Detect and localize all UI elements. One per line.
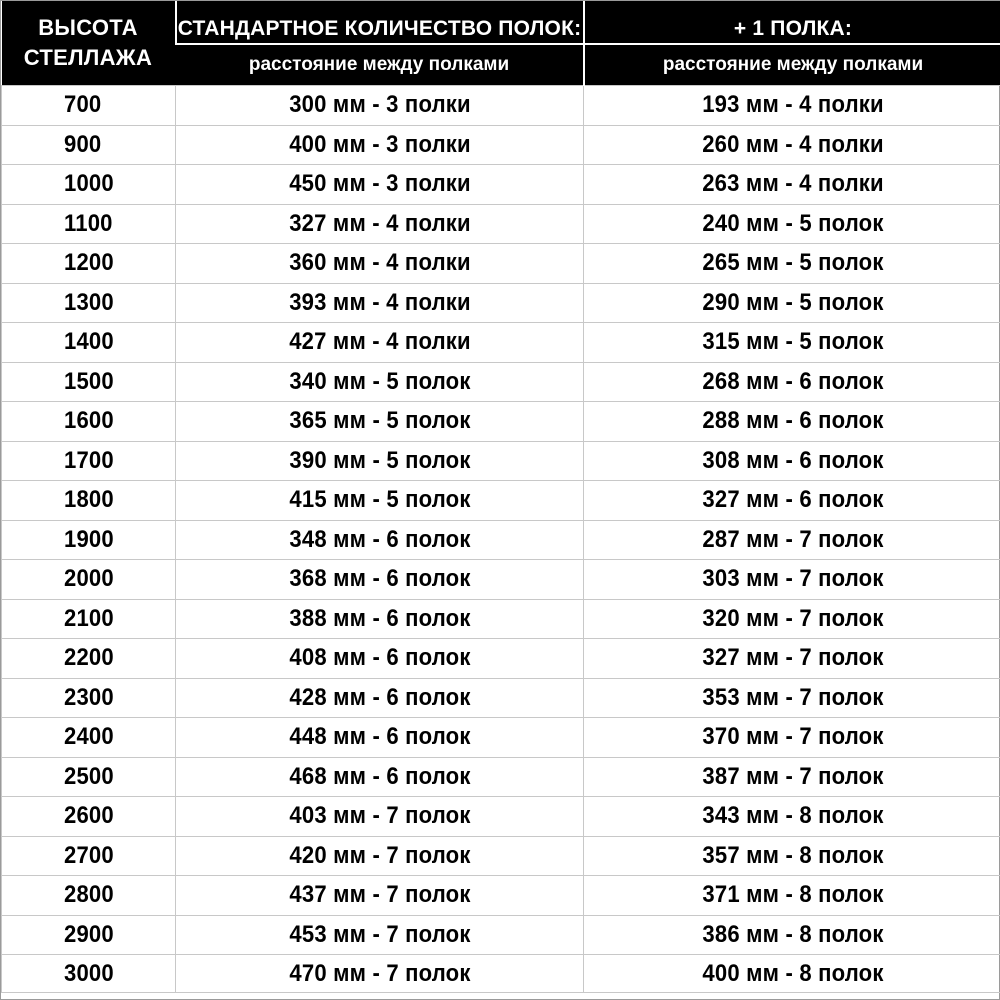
plus-one-spacing-cell: [600, 797, 985, 837]
standard-spacing-cell: [192, 362, 567, 402]
rack-height-cell-text: 2200: [64, 644, 114, 672]
rack-height-cell-text: 900: [64, 130, 102, 158]
rack-height-cell-text: 2900: [64, 920, 114, 948]
standard-spacing-cell-text: 420 мм - 7 полок: [288, 841, 471, 869]
rack-height-cell-text: 700: [64, 91, 102, 119]
rack-height-cell: [2, 323, 176, 363]
standard-spacing-cell-text: 470 мм - 7 полок: [288, 959, 471, 987]
standard-spacing-cell: [192, 757, 567, 797]
rack-height-cell: [2, 86, 176, 126]
rack-height-cell: [2, 757, 176, 797]
rack-height-cell: [2, 599, 176, 639]
plus-one-spacing-cell: [600, 915, 985, 955]
plus-one-spacing-cell-text: 308 мм - 6 полок: [701, 446, 884, 474]
rack-height-cell-text: 1700: [64, 446, 114, 474]
rack-height-cell-text: 1100: [64, 209, 113, 237]
rack-height-cell-text: 3000: [64, 959, 114, 987]
rack-height-cell: [2, 165, 176, 205]
rack-height-cell: [2, 836, 176, 876]
rack-height-cell-text: 1900: [64, 525, 114, 553]
standard-spacing-cell-text: 300 мм - 3 полки: [288, 91, 471, 119]
plus-one-spacing-cell-text: 268 мм - 6 полок: [701, 367, 884, 395]
plus-one-spacing-cell: [600, 876, 985, 916]
plus-one-spacing-cell: [600, 560, 985, 600]
rack-height-cell-text: 2600: [64, 802, 114, 830]
standard-spacing-cell-text: 360 мм - 4 полки: [288, 249, 471, 277]
plus-one-spacing-cell-text: 386 мм - 8 полок: [701, 920, 884, 948]
table-row: [2, 599, 1000, 639]
standard-spacing-cell: [192, 520, 567, 560]
standard-spacing-cell-text: 428 мм - 6 полок: [288, 683, 471, 711]
rack-height-cell-text: 1300: [64, 288, 114, 316]
plus-one-spacing-cell: [600, 757, 985, 797]
plus-one-spacing-cell-text: 315 мм - 5 полок: [701, 328, 884, 356]
plus-one-spacing-cell-text: 265 мм - 5 полок: [701, 249, 884, 277]
table-row: [2, 323, 1000, 363]
plus-one-column-title: + 1 ПОЛКА:: [584, 1, 1000, 44]
plus-one-spacing-cell: [600, 165, 985, 205]
plus-one-spacing-cell-text: 320 мм - 7 полок: [701, 604, 884, 632]
rack-height-cell-text: 1200: [64, 249, 114, 277]
plus-one-spacing-cell-text: 357 мм - 8 полок: [701, 841, 884, 869]
standard-spacing-cell: [192, 955, 567, 993]
table-header: [2, 1, 1000, 86]
plus-one-spacing-cell: [600, 402, 985, 442]
plus-one-spacing-cell: [600, 86, 985, 126]
table-row: [2, 560, 1000, 600]
plus-one-spacing-cell: [600, 718, 985, 758]
rack-height-cell-text: 2100: [64, 604, 114, 632]
plus-one-spacing-cell-text: 193 мм - 4 полки: [701, 91, 884, 119]
plus-one-spacing-cell: [600, 481, 985, 521]
table-row: [2, 876, 1000, 916]
rack-height-cell-text: 2000: [64, 565, 114, 593]
table-row: [2, 678, 1000, 718]
standard-spacing-cell-text: 348 мм - 6 полок: [288, 525, 471, 553]
standard-spacing-cell: [192, 836, 567, 876]
rack-height-cell: [2, 402, 176, 442]
rack-height-cell-text: 1600: [64, 407, 114, 435]
plus-one-spacing-cell: [600, 204, 985, 244]
height-header-line1: ВЫСОТА: [38, 15, 138, 40]
table-row: [2, 362, 1000, 402]
standard-spacing-cell: [192, 125, 567, 165]
rack-height-cell: [2, 915, 176, 955]
standard-spacing-cell: [192, 599, 567, 639]
plus-one-spacing-cell: [600, 678, 985, 718]
standard-spacing-cell: [192, 639, 567, 679]
standard-spacing-cell-text: 453 мм - 7 полок: [288, 920, 471, 948]
standard-spacing-cell: [192, 481, 567, 521]
rack-height-cell: [2, 639, 176, 679]
rack-height-cell: [2, 876, 176, 916]
standard-spacing-cell: [192, 402, 567, 442]
standard-spacing-cell-text: 468 мм - 6 полок: [288, 762, 471, 790]
plus-one-spacing-cell: [600, 836, 985, 876]
plus-one-spacing-cell-text: 387 мм - 7 полок: [701, 762, 884, 790]
rack-height-cell: [2, 718, 176, 758]
plus-one-spacing-cell: [600, 283, 985, 323]
table-row: [2, 836, 1000, 876]
rack-height-cell-text: 2700: [64, 841, 114, 869]
table-row: [2, 481, 1000, 521]
rack-height-cell-text: 1500: [64, 367, 114, 395]
standard-spacing-cell: [192, 323, 567, 363]
plus-one-spacing-cell-text: 370 мм - 7 полок: [701, 723, 884, 751]
standard-spacing-cell-text: 437 мм - 7 полок: [288, 881, 471, 909]
table-row: [2, 639, 1000, 679]
standard-spacing-cell-text: 340 мм - 5 полок: [288, 367, 471, 395]
plus-one-spacing-cell-text: 287 мм - 7 полок: [701, 525, 884, 553]
plus-one-spacing-cell-text: 263 мм - 4 полки: [701, 170, 884, 198]
standard-spacing-cell: [192, 165, 567, 205]
table-row: [2, 86, 1000, 126]
standard-spacing-cell: [192, 560, 567, 600]
height-header-line2: СТЕЛЛАЖА: [23, 45, 153, 70]
plus-one-spacing-cell-text: 400 мм - 8 полок: [701, 959, 884, 987]
standard-spacing-cell-text: 415 мм - 5 полок: [288, 486, 471, 514]
rack-height-cell-text: 1000: [64, 170, 114, 198]
plus-one-spacing-cell-text: 371 мм - 8 полок: [701, 881, 884, 909]
standard-spacing-cell: [192, 797, 567, 837]
rack-height-cell: [2, 678, 176, 718]
table-row: [2, 165, 1000, 205]
table-row: [2, 441, 1000, 481]
standard-spacing-cell-text: 393 мм - 4 полки: [288, 288, 471, 316]
standard-spacing-cell-text: 388 мм - 6 полок: [288, 604, 471, 632]
standard-spacing-cell: [192, 718, 567, 758]
standard-spacing-cell: [192, 441, 567, 481]
standard-spacing-cell-text: 448 мм - 6 полок: [288, 723, 471, 751]
table-row: [2, 797, 1000, 837]
standard-spacing-cell: [192, 678, 567, 718]
rack-height-cell: [2, 520, 176, 560]
standard-spacing-cell: [192, 876, 567, 916]
rack-height-cell: [2, 125, 176, 165]
table-row: [2, 402, 1000, 442]
standard-spacing-cell: [192, 283, 567, 323]
standard-spacing-cell: [192, 86, 567, 126]
table-row: [2, 125, 1000, 165]
standard-spacing-cell-text: 403 мм - 7 полок: [288, 802, 471, 830]
standard-spacing-cell-text: 450 мм - 3 полки: [288, 170, 471, 198]
plus-one-spacing-cell: [600, 639, 985, 679]
table-row: [2, 244, 1000, 284]
plus-one-spacing-cell: [600, 955, 985, 993]
rack-height-cell: [2, 797, 176, 837]
height-column-header: [2, 1, 176, 86]
rack-height-cell: [2, 244, 176, 284]
rack-height-cell: [2, 441, 176, 481]
plus-one-spacing-cell-text: 290 мм - 5 полок: [701, 288, 884, 316]
rack-height-cell-text: 2500: [64, 762, 114, 790]
plus-one-spacing-cell-text: 327 мм - 7 полок: [701, 644, 884, 672]
rack-height-cell-text: 2800: [64, 881, 114, 909]
standard-spacing-cell-text: 327 мм - 4 полки: [288, 209, 471, 237]
plus-one-spacing-cell: [600, 323, 985, 363]
plus-one-column-subtitle: расстояние между полками: [584, 44, 1000, 86]
standard-spacing-cell-text: 390 мм - 5 полок: [288, 446, 471, 474]
plus-one-spacing-cell: [600, 362, 985, 402]
rack-height-cell: [2, 204, 176, 244]
header-row-titles: [2, 1, 1000, 44]
plus-one-spacing-cell-text: 353 мм - 7 полок: [701, 683, 884, 711]
table-row: [2, 718, 1000, 758]
rack-height-cell: [2, 362, 176, 402]
table-row: [2, 915, 1000, 955]
shelf-spacing-table: [1, 1, 1000, 993]
standard-spacing-cell-text: 365 мм - 5 полок: [288, 407, 471, 435]
standard-spacing-cell: [192, 204, 567, 244]
table-body: [2, 86, 1000, 993]
standard-column-subtitle: расстояние между полками: [176, 44, 584, 86]
plus-one-spacing-cell: [600, 125, 985, 165]
table-row: [2, 204, 1000, 244]
plus-one-spacing-cell: [600, 244, 985, 284]
plus-one-spacing-cell-text: 327 мм - 6 полок: [701, 486, 884, 514]
table-row: [2, 757, 1000, 797]
standard-spacing-cell-text: 400 мм - 3 полки: [288, 130, 471, 158]
plus-one-spacing-cell-text: 260 мм - 4 полки: [701, 130, 884, 158]
plus-one-spacing-cell: [600, 599, 985, 639]
rack-height-cell: [2, 955, 176, 993]
rack-height-cell: [2, 283, 176, 323]
plus-one-spacing-cell-text: 343 мм - 8 полок: [701, 802, 884, 830]
table-row: [2, 955, 1000, 993]
standard-column-title: СТАНДАРТНОЕ КОЛИЧЕСТВО ПОЛОК:: [176, 1, 584, 44]
standard-spacing-cell-text: 427 мм - 4 полки: [288, 328, 471, 356]
rack-height-cell-text: 2400: [64, 723, 114, 751]
rack-height-cell-text: 1800: [64, 486, 114, 514]
plus-one-spacing-cell-text: 288 мм - 6 полок: [701, 407, 884, 435]
table-row: [2, 283, 1000, 323]
standard-spacing-cell-text: 368 мм - 6 полок: [288, 565, 471, 593]
standard-spacing-cell: [192, 915, 567, 955]
standard-spacing-cell-text: 408 мм - 6 полок: [288, 644, 471, 672]
rack-height-cell: [2, 481, 176, 521]
standard-spacing-cell: [192, 244, 567, 284]
rack-height-cell-text: 2300: [64, 683, 114, 711]
plus-one-spacing-cell-text: 240 мм - 5 полок: [701, 209, 884, 237]
rack-height-cell: [2, 560, 176, 600]
plus-one-spacing-cell: [600, 441, 985, 481]
plus-one-spacing-cell-text: 303 мм - 7 полок: [701, 565, 884, 593]
rack-height-cell-text: 1400: [64, 328, 114, 356]
plus-one-spacing-cell: [600, 520, 985, 560]
table-row: [2, 520, 1000, 560]
